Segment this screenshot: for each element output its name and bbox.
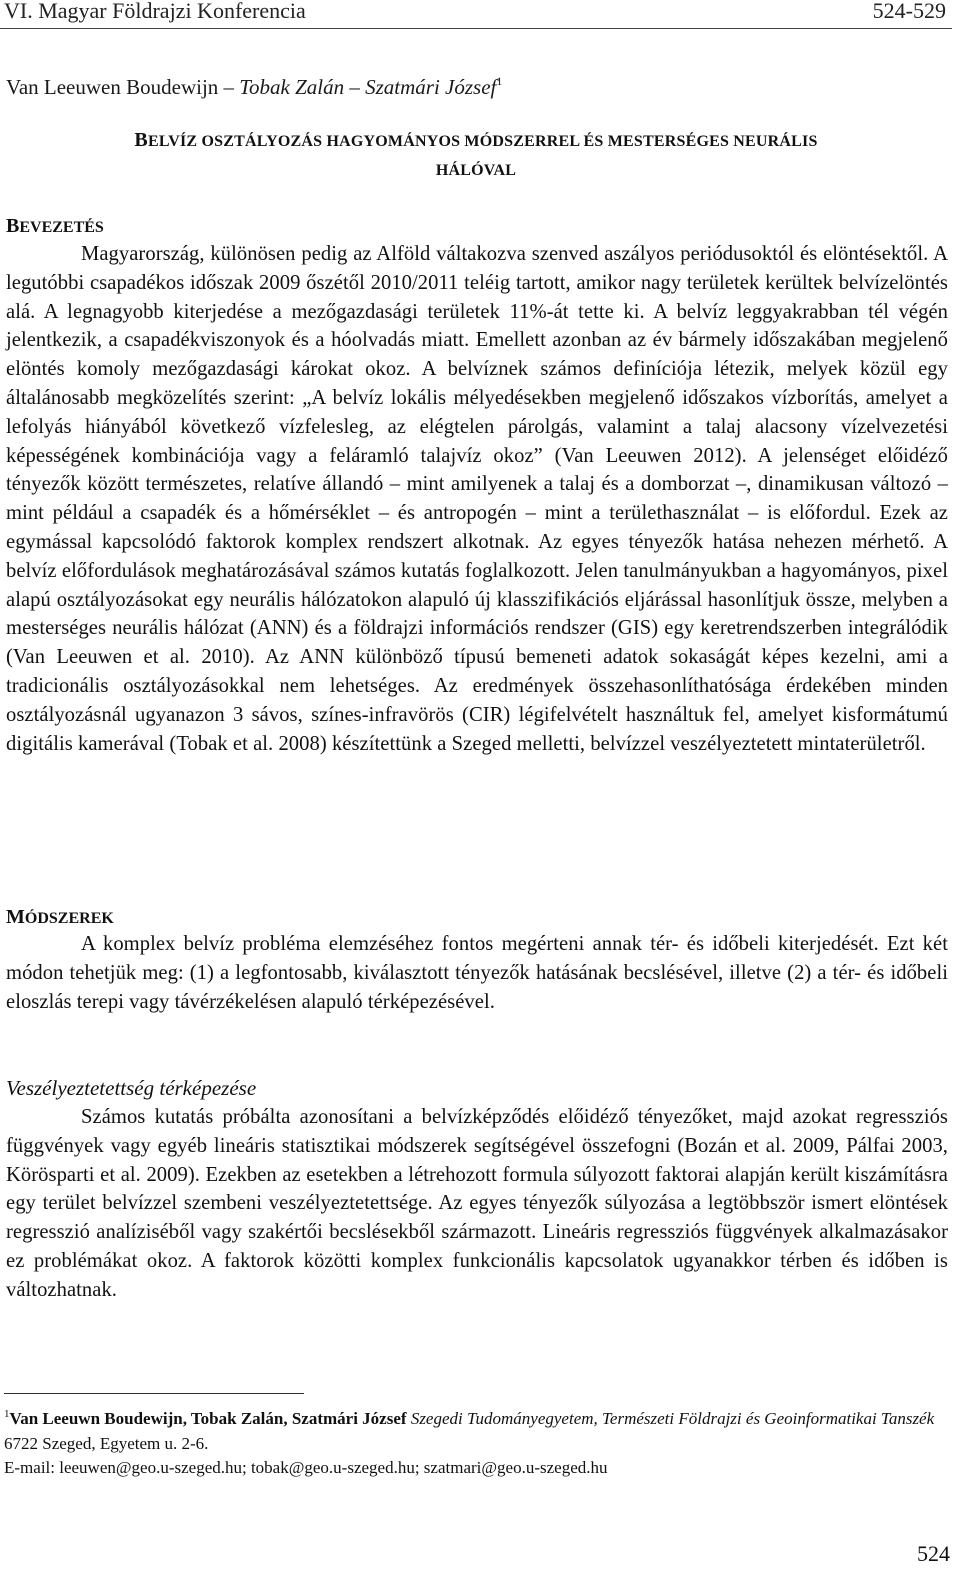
title-line-2: HÁLÓVAL	[435, 162, 517, 179]
subsection-heading-hazard: Veszélyeztetettség térképezése	[6, 1076, 257, 1100]
footnote-email: E-mail: leeuwen@geo.u-szeged.hu; tobak@geo.u-szeged.hu; szatmari@geo.u-szeged.hu	[4, 1458, 608, 1477]
footnote-address: 6722 Szeged, Egyetem u. 2-6.	[4, 1433, 209, 1453]
author-footnote-mark: 1	[496, 74, 503, 88]
footnote-authors: $^1$Van Leeuwn Boudewijn, Tobak Zalán, Szatmári József Szegedi Tudományegyetem, Természeti Földrajzi és Geoinformatikai Tanszék	[4, 1408, 935, 1428]
page-range: 524-529	[872, 0, 946, 23]
title-line-1: BELVÍZ OSZTÁLYOZÁS HAGYOMÁNYOS MÓDSZERREL ÉS MESTERSÉGES NEURÁLIS	[134, 129, 818, 151]
paper-title	[0, 126, 952, 185]
header-divider	[0, 28, 952, 29]
author-first: Van Leeuwen Boudewijn –	[6, 75, 240, 99]
intro-paragraph: Magyarország, különösen pedig az Alföld váltakozva szenved aszályos periódusoktól és elöntésektől. A legutóbbi csapadékos időszak 2009 őszétől 2010/2011 teléig tartott, amikor nagy területek kerültek belvízelöntés alá. A legnagyobb kiterjedése a mezőgazdasági területek 11%-át tette ki. A belvíz leggyakrabban tél végén jelentkezik, a csapadékviszonyok és a hóolvadás miatt. Emellett azonban az év bármely időszakában megjelenő elöntés komoly mezőgazdasági károkat okoz. A belvíznek számos definíciója létezik, melyek közül egy általánosabb megközelítés szerint: „A belvíz lokális mélyedésekben megjelenő időszakos vízborítás, amelyet a lefolyás hiányából következő vízfelesleg, az elégtelen párolgás, valamint a talaj alacsony vízelvezetési képességének kombinációja vagy a feláramló talajvíz okoz” (Van Leeuwen 2012). A jelenséget előidéző tényezők között természetes, relatíve állandó – mint amilyenek a talaj és a domborzat –, dinamikusan változó – mint például a csapadék és a hőmérséklet – és antropogén – mint a területhasználat – is előfordul. Ezek az egymással kapcsolódó faktorok komplex rendszert alkotnak. Az egyes tényezők hatása nehezen mérhető. A belvíz előfordulások meghatározásával számos kutatás foglalkozott. Jelen tanulmányukban a hagyományos, pixel alapú osztályozásokat egy neurális hálózatokon alapuló új klasszifikációs eljárással hasonlítjuk össze, melyben a mesterséges neurális hálózat (ANN) és a földrajzi információs rendszer (GIS) egy keretrendszerben integrálódik (Van Leeuwen et al. 2010). Az ANN különböző típusú bemeneti adatok sokaságát képes kezelni, ami a tradicionális osztályozásokkal nem lehetséges. Az eredmények összehasonlíthatósága érdekében minden osztályozásnál ugyanazon 3 sávos, színes-infravörös (CIR) légifelvételt használtuk fel, amelyet kisformátumú digitális kamerával (Tobak et al. 2008) készítettünk a Szeged melletti, belvízzel veszélyeztetett mintaterületről.	[6, 243, 948, 755]
author-others: Tobak Zalán – Szatmári József	[239, 75, 497, 99]
footnote-divider	[4, 1393, 304, 1394]
section-heading-methods: MÓDSZEREK	[6, 906, 114, 928]
footnote	[4, 1402, 948, 1481]
conference-title: VI. Magyar Földrajzi Konferencia	[4, 0, 306, 23]
running-header	[0, 0, 952, 26]
author-line	[6, 66, 502, 102]
section-heading-intro: BEVEZETÉS	[6, 215, 104, 237]
methods-paragraph: A komplex belvíz probléma elemzéséhez fontos megérteni annak tér- és időbeli kiterjedését. Ezt két módon tehetjük meg: (1) a legfontosabb, kiválasztott tényezők hatásának becslésével, illetve (2) a tér- és időbeli eloszlás terepi vagy távérzékelésen alapuló térképezésével.	[6, 933, 948, 1013]
hazard-paragraph: Számos kutatás próbálta azonosítani a belvízképződés előidéző tényezőket, majd azokat regressziós függvények vagy egyéb lineáris statisztikai módszerek segítségével összefogni (Bozán et al. 2009, Pálfai 2003, Körösparti et al. 2009). Ezekben az esetekben a létrehozott formula súlyozott faktorai alapján került kiszámításra egy terület belvízzel szembeni veszélyeztetettsége. Az egyes tényezők súlyozása a legtöbbször ismert elöntések regresszió analíziséből vagy szakértői becslésekből származott. Lineáris regressziós függvények alkalmazásakor ez problémákat okoz. A faktorok közötti komplex funkcionális kapcsolatok ugyanakkor térben és időben is változhatnak.	[6, 1106, 948, 1301]
page-number: 524	[917, 1541, 950, 1566]
